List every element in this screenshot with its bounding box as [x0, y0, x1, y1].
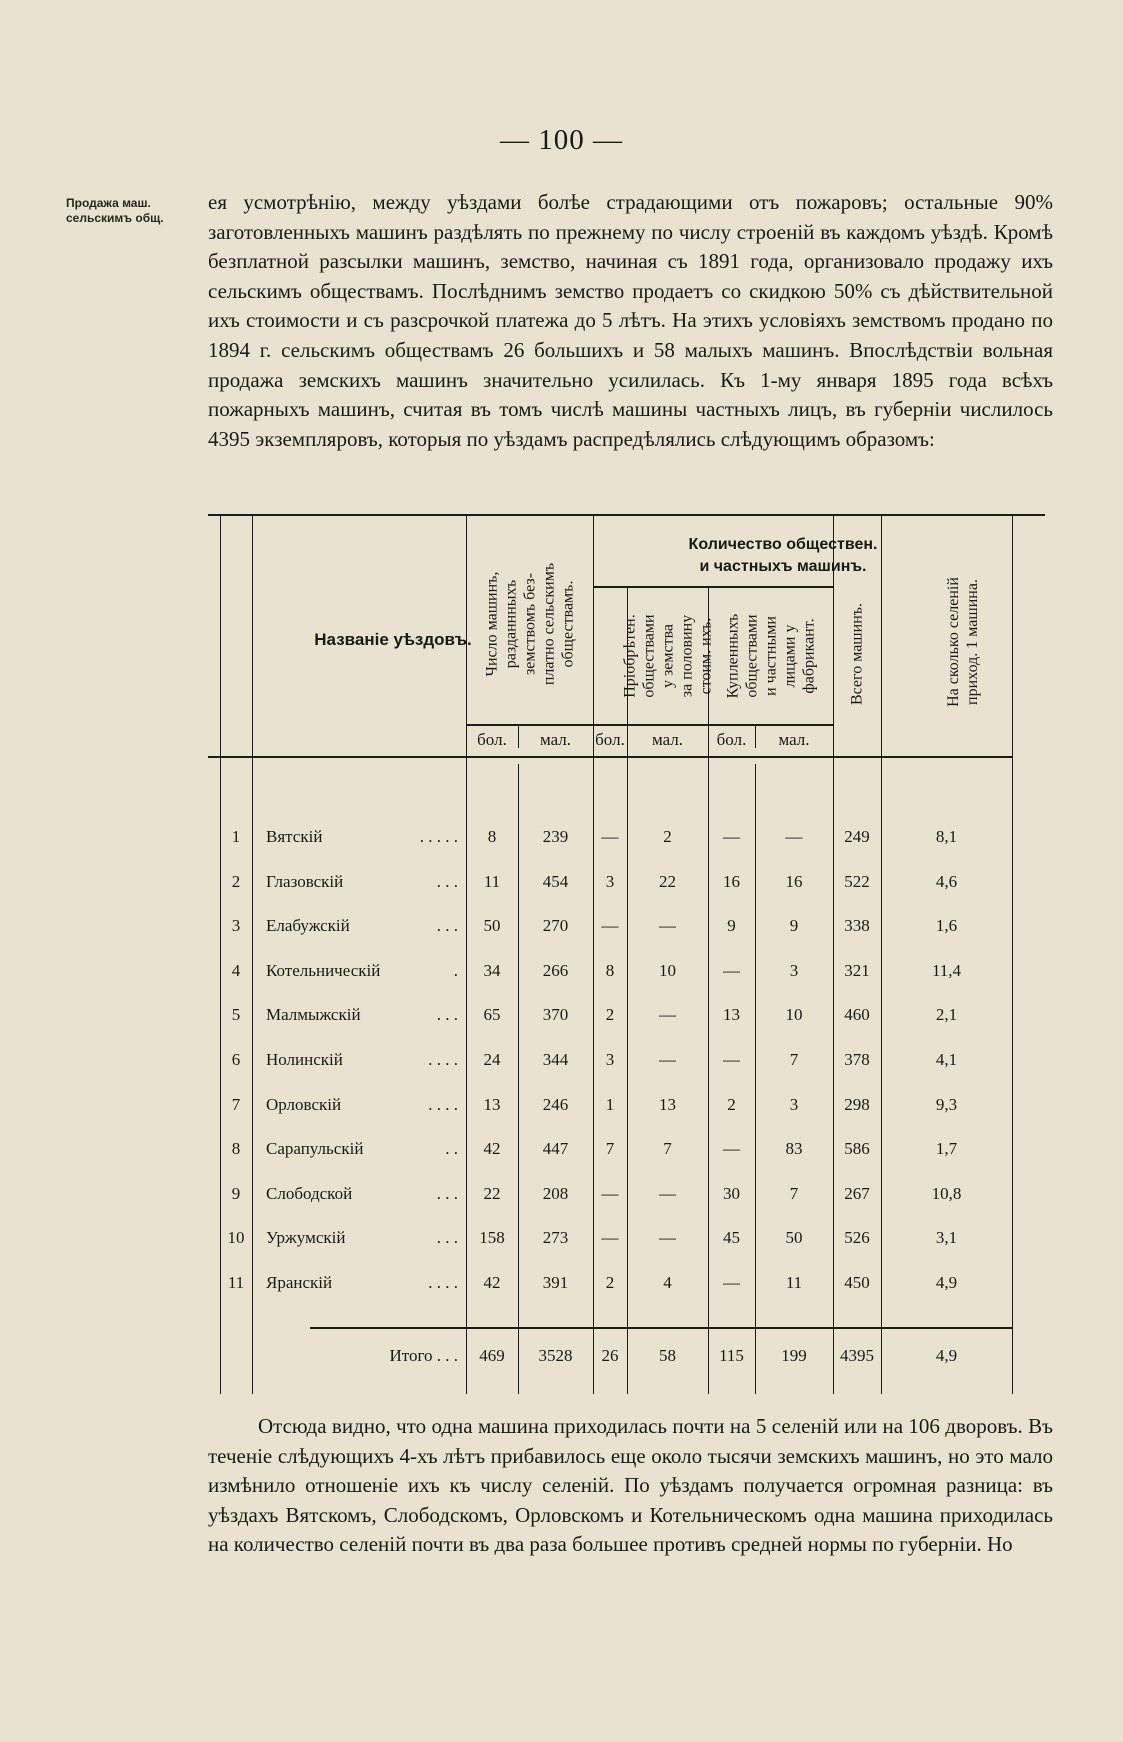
cell-c2: 447: [542, 1139, 569, 1159]
cell-c3: —: [601, 1228, 619, 1248]
cell-c4: —: [659, 1228, 676, 1248]
cell-c5: —: [723, 827, 740, 846]
cell-total: 298: [844, 1094, 870, 1114]
leader-dots: . . . .: [428, 1094, 458, 1114]
cell-total: 450: [844, 1273, 870, 1292]
total-c4: 58: [659, 1346, 676, 1365]
cell-c1: 34: [483, 960, 501, 980]
district-name: Котельническій: [266, 960, 381, 980]
total-c3: 26: [601, 1346, 619, 1365]
total-total: 4395: [840, 1346, 874, 1365]
cell-per: 3,1: [935, 1228, 958, 1248]
cell-c6: 9: [789, 916, 799, 936]
cell-c5: 13: [723, 1005, 740, 1025]
total-c1: 469: [479, 1346, 505, 1365]
row-number: 2: [231, 871, 241, 891]
cell-total: 526: [844, 1228, 870, 1248]
cell-c1: 11: [483, 871, 501, 891]
cell-c1: 24: [483, 1050, 501, 1069]
header-bought-from-factory: Купленныхъ обществами и частными лицами у фабрикант.: [724, 613, 818, 699]
cell-per: 1,6: [935, 916, 958, 936]
leader-dots: . . . .: [428, 1050, 458, 1069]
cell-c4: 13: [659, 1094, 676, 1114]
cell-per: 2,1: [935, 1005, 958, 1025]
cell-total: 321: [844, 960, 870, 980]
row-number: 1: [231, 827, 241, 846]
cell-c2: 454: [542, 871, 569, 891]
cell-c3: 7: [605, 1139, 615, 1159]
district-name: Малмыжскій: [266, 1005, 361, 1025]
row-number: 5: [231, 1005, 241, 1025]
cell-c3: 2: [605, 1005, 615, 1025]
cell-per: 9,3: [935, 1094, 958, 1114]
leader-dots: . . .: [436, 871, 458, 891]
total-label: Итого . . .: [389, 1346, 458, 1365]
cell-c2: 239: [542, 827, 569, 846]
district-name: Елабужскій: [266, 916, 350, 936]
cell-c3: —: [601, 916, 619, 936]
cell-c2: 246: [542, 1094, 569, 1114]
cell-total: 460: [844, 1005, 870, 1025]
leader-dots: . . .: [436, 1005, 458, 1025]
cell-c6: 7: [789, 1183, 799, 1203]
row-number: 7: [231, 1094, 241, 1114]
row-number: 11: [227, 1273, 245, 1292]
total-c5: 115: [719, 1346, 744, 1365]
cell-c2: 273: [542, 1228, 569, 1248]
cell-total: 267: [844, 1183, 870, 1203]
cell-c3: 8: [605, 960, 615, 980]
cell-c2: 266: [542, 960, 569, 980]
cell-c1: 22: [483, 1183, 501, 1203]
cell-c4: —: [659, 1050, 676, 1069]
cell-c1: 50: [483, 916, 501, 936]
cell-c5: 45: [723, 1228, 740, 1248]
cell-per: 4,6: [935, 871, 958, 891]
cell-total: 338: [844, 916, 870, 936]
cell-c3: —: [601, 1183, 619, 1203]
header-group-communal-private: Количество обществен. и частныхъ машинъ.: [688, 536, 878, 575]
paragraph-conclusion: Отсюда видно, что одна машина приходилась почти на 5 селеній или на 106 дворовъ. Въ теченіе слѣдующихъ 4-хъ лѣтъ прибавилось еще около тысячи земскихъ машинъ, но это мало измѣнило отношеніе ихъ къ числу селеній. По уѣздамъ получается огромная разница: въ уѣздахъ Вятскомъ, Слободскомъ, Орловскомъ и Котельническомъ одна машина приходилась на количество селеній почти въ два раза большее противъ средней нормы по губерніи. Но: [208, 1414, 1053, 1557]
cell-c1: 8: [487, 827, 497, 846]
row-number: 8: [231, 1139, 241, 1159]
district-name: Яранскій: [266, 1273, 333, 1292]
page-number: — 100 —: [500, 124, 623, 156]
statistics-table: [208, 514, 1045, 1394]
cell-c4: —: [659, 1183, 676, 1203]
cell-per: 8,1: [935, 827, 958, 846]
cell-c2: 344: [542, 1050, 569, 1069]
cell-total: 522: [844, 871, 870, 891]
cell-c5: 30: [723, 1183, 740, 1203]
cell-c6: 3: [789, 1094, 799, 1114]
cell-c2: 391: [542, 1273, 569, 1292]
district-name: Орловскій: [266, 1094, 342, 1114]
cell-per: 1,7: [935, 1139, 958, 1159]
district-name: Сарапульскій: [266, 1139, 364, 1159]
district-name: Нолинскій: [266, 1050, 343, 1069]
row-number: 4: [231, 960, 241, 980]
cell-total: 249: [844, 827, 870, 846]
subheader-bol: бол.: [716, 730, 747, 749]
cell-c2: 370: [542, 1005, 569, 1025]
cell-c3: 1: [605, 1094, 615, 1114]
district-name: Уржумскій: [266, 1228, 346, 1248]
cell-per: 4,1: [935, 1050, 958, 1069]
cell-c5: —: [723, 960, 740, 980]
cell-total: 586: [844, 1139, 870, 1159]
cell-c6: 50: [785, 1228, 803, 1248]
cell-c5: 9: [727, 916, 736, 936]
cell-c4: 7: [663, 1139, 672, 1159]
cell-c6: 7: [789, 1050, 799, 1069]
cell-c5: —: [723, 1050, 740, 1069]
cell-c6: 16: [785, 871, 803, 891]
cell-c6: 10: [785, 1005, 803, 1025]
cell-c1: 65: [483, 1005, 501, 1025]
total-per: 4,9: [935, 1346, 958, 1365]
cell-c3: 3: [605, 1050, 615, 1069]
cell-c4: 10: [659, 960, 676, 980]
header-bought-from-zemstvo: Пріобрѣтен. обществами у земства за половину стоим. ихъ.: [621, 614, 715, 698]
cell-c4: 2: [663, 827, 672, 846]
cell-c1: 13: [483, 1094, 501, 1114]
district-name: Слободской: [266, 1183, 353, 1203]
header-total-machines: Всего машинъ.: [848, 602, 866, 706]
total-c6: 199: [781, 1346, 807, 1365]
cell-c1: 158: [479, 1228, 505, 1248]
row-number: 3: [231, 916, 241, 936]
district-name: Глазовскій: [266, 871, 344, 891]
cell-c6: 3: [789, 960, 799, 980]
cell-c5: —: [723, 1139, 740, 1159]
cell-c3: 3: [605, 871, 615, 891]
leader-dots: . . . .: [428, 1273, 458, 1292]
subheader-mal: мал.: [539, 730, 572, 749]
cell-c2: 208: [542, 1183, 569, 1203]
row-number: 6: [231, 1050, 241, 1069]
cell-c4: 22: [659, 871, 676, 891]
cell-c5: 2: [727, 1094, 736, 1114]
cell-c4: —: [659, 1005, 676, 1025]
cell-c3: —: [601, 827, 619, 846]
row-number: 9: [231, 1183, 241, 1203]
subheader-bol: бол.: [477, 730, 507, 749]
header-free-machines: Число машинъ, разданнныхъ земствомъ без- платно сельскимъ обществамъ.: [483, 562, 577, 686]
cell-c6: 83: [785, 1139, 803, 1159]
cell-c1: 42: [483, 1273, 501, 1292]
paragraph-intro: ея усмотрѣнію, между уѣздами болѣе страдающими отъ пожаровъ; остальные 90% заготовленныхъ машинъ раздѣлять по прежнему по числу строеній въ каждомъ уѣздѣ. Кромѣ безплатной разсылки машинъ, земство, начиная съ 1891 года, организовало продажу ихъ сельскимъ обществамъ. Послѣднимъ земство продаетъ со скидкою 50% съ дѣйствительной ихъ стоимости и съ разсрочкой платежа до 5 лѣтъ. На этихъ условіяхъ земствомъ продано по 1894 г. сельскимъ обществамъ 26 большихъ и 58 малыхъ машинъ. Впослѣдствіи вольная продажа земскихъ машинъ значительно усилилась. Къ 1-му января 1895 года всѣхъ пожарныхъ машинъ, считая въ томъ числѣ машины частныхъ лицъ, въ губерніи числилось 4395 экземпляровъ, которыя по уѣздамъ распредѣлялись слѣдующимъ образомъ:: [208, 190, 1053, 451]
leader-dots: . . .: [436, 916, 458, 936]
leader-dots: . . .: [436, 1228, 458, 1248]
cell-c2: 270: [542, 916, 569, 936]
total-c2: 3528: [538, 1346, 573, 1365]
header-district-name: Названіе уѣздовъ.: [314, 630, 472, 649]
cell-c1: 42: [483, 1139, 501, 1159]
subheader-bol: бол.: [595, 730, 625, 749]
district-name: Вятскій: [266, 827, 323, 846]
row-number: 10: [227, 1228, 245, 1248]
margin-note: Продажа маш. сельскимъ общ.: [66, 196, 164, 225]
cell-c5: 16: [723, 871, 740, 891]
cell-c4: 4: [663, 1273, 672, 1292]
cell-c6: 11: [785, 1273, 803, 1292]
cell-c3: 2: [605, 1273, 615, 1292]
cell-per: 10,8: [931, 1183, 962, 1203]
subheader-mal: мал.: [651, 730, 684, 749]
leader-dots: .: [453, 960, 458, 980]
leader-dots: . . .: [436, 1183, 458, 1203]
cell-c5: —: [723, 1273, 740, 1292]
cell-per: 11,4: [931, 960, 962, 980]
cell-c4: —: [659, 916, 676, 936]
cell-per: 4,9: [935, 1273, 958, 1292]
cell-total: 378: [844, 1050, 870, 1069]
cell-c6: —: [785, 827, 803, 846]
subheader-mal: мал.: [778, 730, 810, 749]
leader-dots: . .: [445, 1139, 458, 1159]
leader-dots: . . . . .: [419, 827, 458, 846]
header-villages-per-machine: На сколько селеній приход. 1 машина.: [945, 577, 981, 707]
